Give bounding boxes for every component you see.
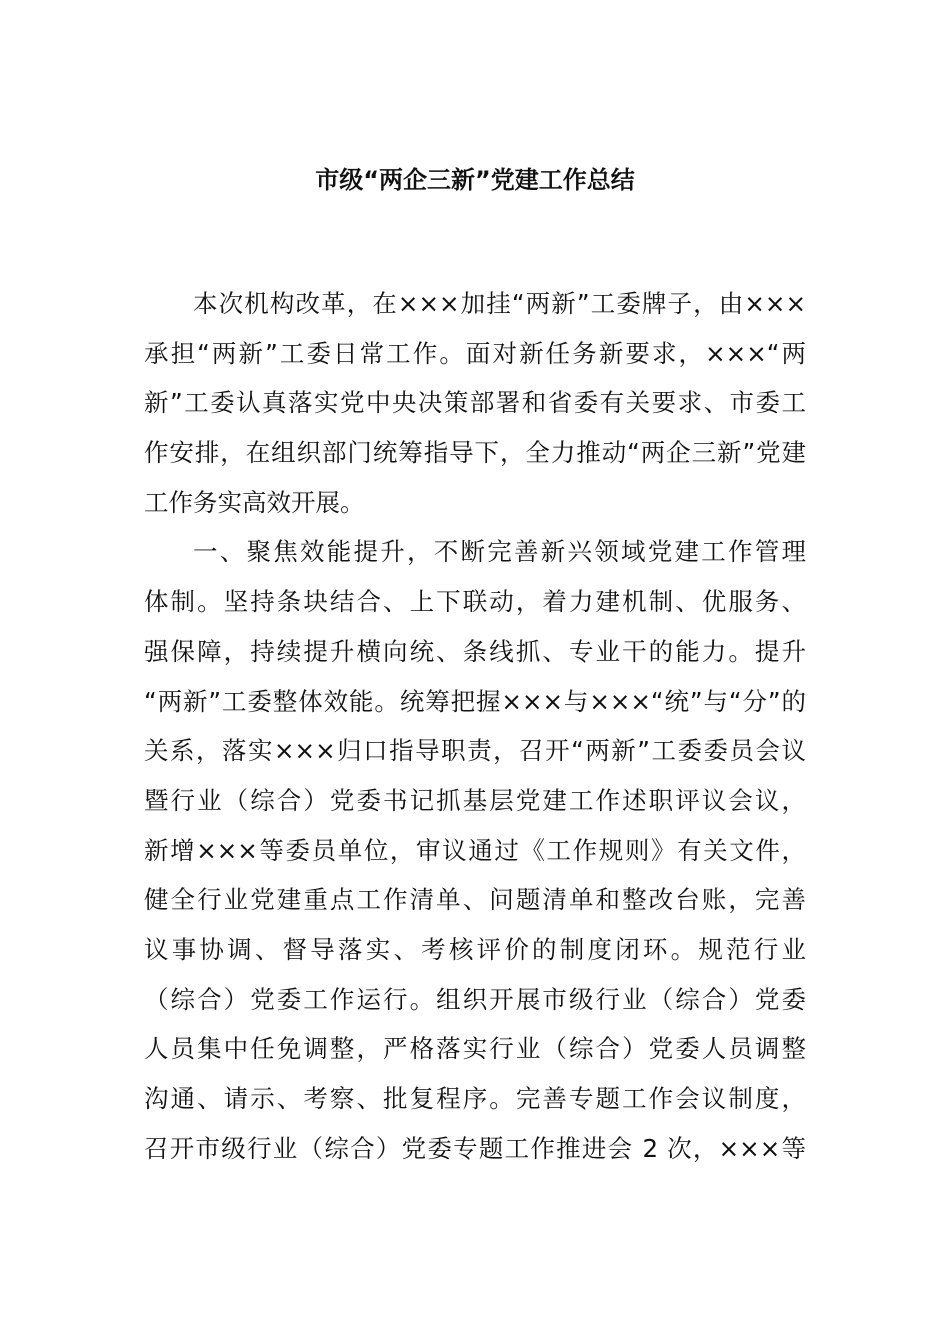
body-line: 健全行业党建重点工作清单、问题清单和整改台账，完善	[144, 885, 806, 915]
body-line: 工作务实高效开展。	[144, 487, 365, 517]
body-line: 作安排，在组织部门统筹指导下，全力推动“两企三新”党建	[144, 438, 806, 468]
document-body	[144, 279, 806, 1173]
body-line: 本次机构改革，在×××加挂“两新”工委牌子，由×××	[193, 289, 806, 318]
body-line: 新”工委认真落实党中央决策部署和省委有关要求、市委工	[144, 388, 806, 418]
body-line: 强保障，持续提升横向统、条线抓、专业干的能力。提升	[144, 636, 806, 666]
body-line: 一、聚焦效能提升，不断完善新兴领域党建工作管理	[193, 537, 806, 567]
body-line: 关系，落实×××归口指导职责，召开“两新”工委委员会议	[144, 736, 806, 766]
document-title: 市级“两企三新”党建工作总结	[315, 166, 635, 194]
body-line: 体制。坚持条块结合、上下联动，着力建机制、优服务、	[144, 587, 806, 617]
body-line: 承担“两新”工委日常工作。面对新任务新要求，×××“两	[144, 338, 806, 368]
body-line: 议事协调、督导落实、考核评价的制度闭环。规范行业	[144, 934, 806, 964]
body-line: 新增×××等委员单位，审议通过《工作规则》有关文件，	[144, 835, 806, 865]
body-line: 人员集中任免调整，严格落实行业（综合）党委人员调整	[144, 1034, 806, 1064]
body-line: 沟通、请示、考察、批复程序。完善专题工作会议制度，	[144, 1084, 806, 1113]
body-line: （综合）党委工作运行。组织开展市级行业（综合）党委	[144, 984, 806, 1014]
body-line: 召开市级行业（综合）党委专题工作推进会 2 次，×××等	[144, 1133, 806, 1163]
body-line: “两新”工委整体效能。统筹把握×××与×××“统”与“分”的	[144, 686, 806, 716]
body-line: 暨行业（综合）党委书记抓基层党建工作述职评议会议，	[144, 785, 806, 815]
